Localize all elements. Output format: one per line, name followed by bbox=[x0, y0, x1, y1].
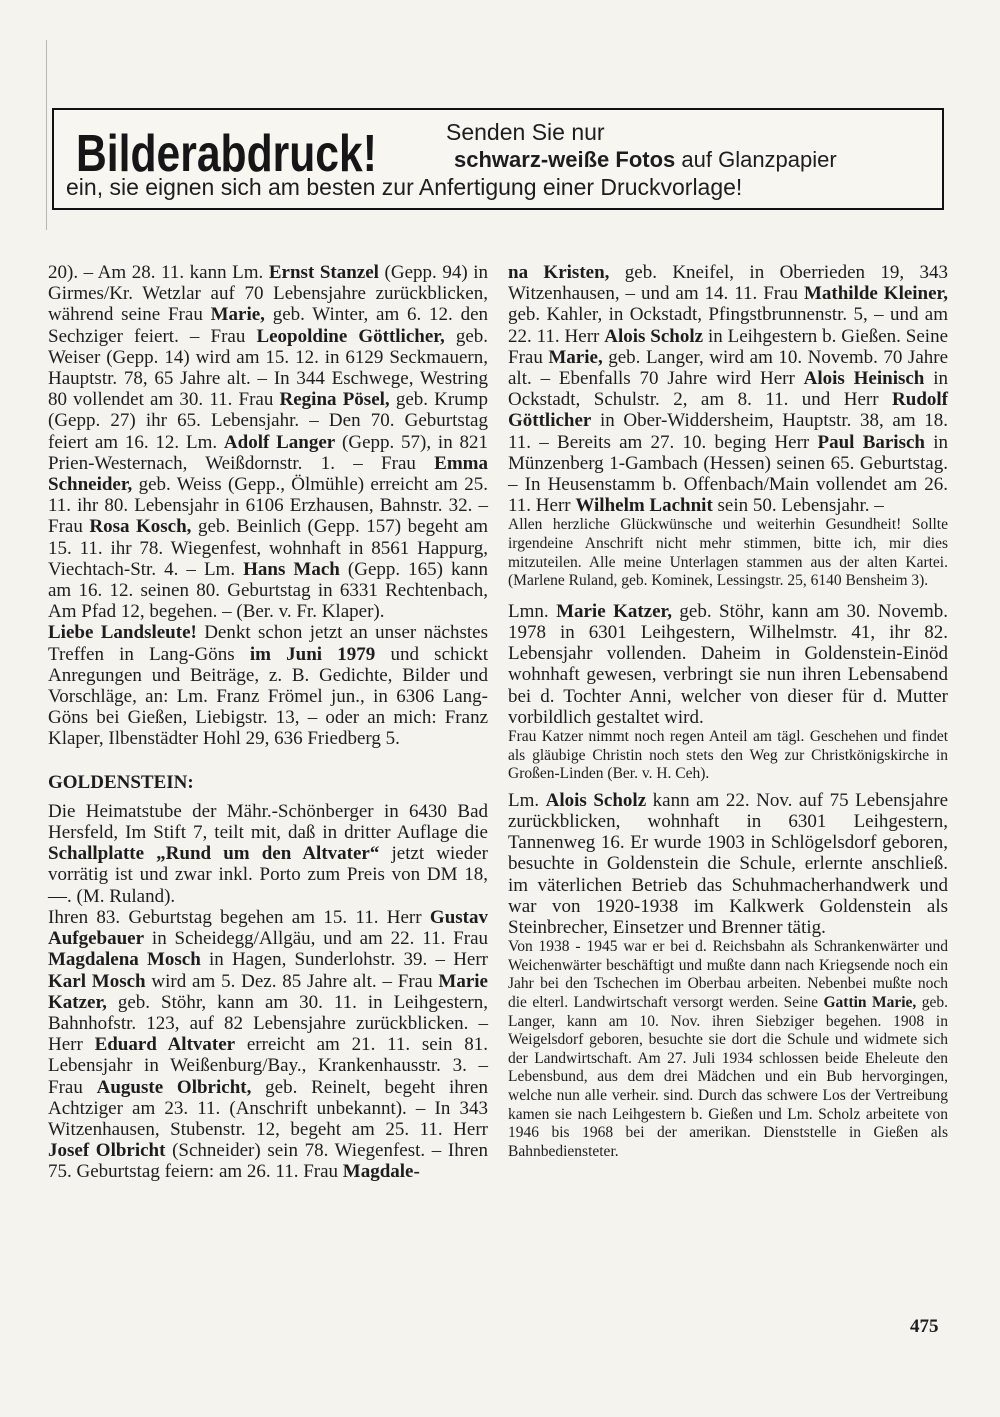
text-run: geb. Winter, am 6. 12. den Sechziger feiert. – Frau bbox=[48, 304, 489, 347]
bold-name: Gattin Marie, bbox=[823, 994, 917, 1012]
left-paragraph-1 bbox=[48, 262, 488, 622]
text-run: Denkt schon jetzt an unser nächstes Treffen in Lang-Göns bbox=[48, 622, 488, 665]
bold-name: Mathilde Kleiner, bbox=[803, 283, 948, 305]
bold-name: Alois Heinisch bbox=[803, 368, 925, 390]
text-run: geb. Krump (Gepp. 27) ihr 65. Lebensjahr. – Den 70. Geburtstag feiert am 16. 12. Lm. bbox=[48, 389, 489, 453]
bold-name: Josef Olbricht bbox=[48, 1140, 166, 1162]
bold-name: Eduard Altvater bbox=[94, 1034, 236, 1056]
text-run: geb. Stöhr, kann am 30. 11. in Leihgestern, Bahnhofstr. 123, auf 82 Lebensjahre zurückblicken. – Herr bbox=[48, 991, 488, 1056]
bold-name: Paul Barisch bbox=[817, 431, 925, 453]
bold-name: Marie Katzer, bbox=[48, 970, 488, 1013]
text-run: geb. Stöhr, kann am 30. Novemb. 1978 in 6301 Leihgestern, Wilhelmstr. 41, ihr 82. Lebensjahr vollenden. Daheim in Goldenstein-Einöd wohnhaft gewesen, verbringt sie nun ihren Lebensabend bei d. Tochter Anni, welcher von dieser für d. Mutter vorbildlich gestaltet wird. bbox=[508, 600, 948, 728]
notice-title: Bilderabdruck! bbox=[76, 125, 377, 183]
right-paragraph-3 bbox=[508, 790, 948, 938]
right-paragraph-2 bbox=[508, 601, 948, 728]
bold-name: Wilhelm Lachnit bbox=[575, 495, 713, 517]
text-run: Von 1938 - 1945 war er bei d. Reichsbahn als Schrankenwärter und Weichenwärter beschäftigt und mußte dann nach Kriegsende noch ein Jahr bei den Tschechen im Oberbau arbeiten. Nebenbei mußte noch die elterl. Landwirtschaft versorgt werden. Seine bbox=[508, 938, 948, 1012]
text-run: Lmn. bbox=[508, 600, 557, 622]
bold-name: Alois Scholz bbox=[604, 325, 704, 347]
text-run: sein 50. Lebensjahr. – bbox=[712, 495, 884, 517]
text-run: geb. Beinlich (Gepp. 157) begeht am 15. 11. ihr 78. Wiegenfest, wohnhaft in 8561 Happurg, Viechtach-Str. 4. – Lm. bbox=[48, 516, 489, 580]
right-paragraph-1-note: Allen herzliche Glückwünsche und weiterhin Gesundheit! Sollte irgendeine Anschrift nicht mehr stimmen, bitte ich, mir dies mitzuteilen. Alle meine Unterlagen stammen aus der alten Kartei. (Marlene Ruland, geb. Kominek, Lessingstr. 25, 6140 Bensheim 3). bbox=[508, 516, 948, 590]
bold-name: Adolf Langer bbox=[223, 431, 336, 453]
bold-name: Marie, bbox=[548, 346, 603, 368]
text-run: Ihren 83. Geburtstag begehen am 15. 11. Herr bbox=[48, 906, 430, 928]
text-run: (Schneider) sein 78. Wiegenfest. – Ihren 75. Geburtstag feiern: am 26. 11. Frau bbox=[48, 1140, 488, 1183]
text-run: Die Heimatstube der Mähr.-Schönberger in 6430 Bad Hersfeld, Im Stift 7, teilt mit, daß in dritter Auflage die bbox=[48, 800, 488, 844]
bold-name: Karl Mosch bbox=[48, 970, 146, 992]
text-run: geb. Langer, wird am 10. Novemb. 70 Jahre alt. – Ebenfalls 70 Jahre wird Herr bbox=[508, 346, 949, 390]
text-run: und schickt Anregungen und Beiträge, z. B. Gedichte, Bilder und Vorschläge, an: Lm. Franz Frömel jun., in 6306 Lang-Göns bei Gießen, Liebigstr. 13, – oder an mich: Franz Klaper, Ilbenstädter Hohl 29, 636 Friedberg 5. bbox=[48, 643, 488, 750]
notice-line-2-bold: schwarz-weiße Fotos bbox=[454, 147, 676, 172]
bold-name: Marie, bbox=[210, 304, 265, 326]
bold-name: Rosa Kosch, bbox=[89, 516, 192, 538]
left-paragraph-2 bbox=[48, 622, 488, 749]
section-heading-goldenstein: GOLDENSTEIN: bbox=[48, 771, 194, 793]
left-column bbox=[48, 262, 488, 1183]
text-run: geb. Weiser (Gepp. 14) wird am 15. 12. in 6129 Seckmauern, Hauptstr. 78, 65 Jahre alt. – In 344 Eschwege, Westring 80 vollendet am 30. 11. Frau bbox=[48, 325, 488, 411]
notice-line-2-rest: auf Glanzpapier bbox=[675, 147, 837, 172]
text-run: erreicht am 21. 11. sein 81. Lebensjahr in Weißenburg/Bay., Krankenhausstr. 3. – Frau bbox=[48, 1034, 489, 1098]
left-paragraph-3 bbox=[48, 801, 488, 907]
text-run: 20). – Am 28. 11. kann Lm. bbox=[48, 262, 269, 283]
right-paragraph-2-note: Frau Katzer nimmt noch regen Anteil am tägl. Geschehen und findet als gläubige Christin noch stets den Weg zur Christkönigskirche in Großen-Linden (Ber. v. H. Ceh). bbox=[508, 728, 948, 783]
text-run: in Hagen, Sunderlohstr. 39. – Herr bbox=[200, 949, 489, 971]
bold-name: Magdalena Mosch bbox=[48, 949, 201, 971]
bold-name: Emma Schneider, bbox=[48, 452, 488, 496]
text-run: wird am 5. Dez. 85 Jahre alt. – Frau bbox=[145, 970, 439, 992]
text-run: (Gepp. 57), in 821 Prien-Westernach, Weißdornstr. 1. – Frau bbox=[48, 431, 488, 474]
text-run: geb. Reinelt, begeht ihren Achtziger am 23. 11. (Anschrift unbekannt). – In 343 Witzenhausen, Stubenstr. 12, begeht am 25. 11. Herr bbox=[48, 1076, 488, 1140]
bold-name: Liebe Landsleute! bbox=[48, 622, 197, 644]
text-run: geb. Kahler, in Ockstadt, Pfingstbrunnenstr. 5, – und am 22. 11. Herr bbox=[508, 304, 948, 347]
bold-name: Auguste Olbricht, bbox=[96, 1076, 252, 1098]
text-run: (Gepp. 94) in Girmes/Kr. Wetzlar auf 70 Lebensjahre zurückblicken, während seine Frau bbox=[48, 262, 488, 326]
text-run: in Ober-Widdersheim, Hauptstr. 38, am 18. 11. – Bereits am 27. 10. beging Herr bbox=[508, 410, 948, 453]
bold-name: Leopoldine Göttlicher, bbox=[256, 325, 445, 347]
notice-line-1: Senden Sie nur bbox=[446, 119, 605, 145]
photo-notice-box bbox=[52, 108, 944, 210]
notice-line-3: ein, sie eignen sich am besten zur Anfertigung einer Druckvorlage! bbox=[66, 174, 743, 200]
text-run: (Gepp. 165) kann am 16. 12. seinen 80. Geburtstag in 6331 Rechtenbach, Am Pfad 12, begehen. – (Ber. v. Fr. Klaper). bbox=[48, 558, 488, 623]
bold-name: na Kristen, bbox=[508, 262, 610, 283]
bold-name: Regina Pösel, bbox=[279, 389, 390, 411]
right-paragraph-3-note bbox=[508, 938, 948, 1161]
text-run: geb. Weiss (Gepp., Ölmühle) erreicht am 25. 11. ihr 80. Lebensjahr in 6106 Erzhausen, Bahnstr. 32. – Frau bbox=[48, 474, 488, 538]
bold-name: Marie Katzer, bbox=[556, 600, 672, 622]
bold-name: Gustav Aufgebauer bbox=[48, 906, 488, 950]
notice-line-2 bbox=[454, 146, 837, 174]
text-run: jetzt wieder vorrätig ist und zwar inkl. Porto zum Preis von DM 18,—. (M. Ruland). bbox=[48, 843, 488, 907]
text-run: Lm. bbox=[508, 789, 546, 811]
bold-name: Rudolf Göttlicher bbox=[508, 389, 948, 432]
bold-name: Ernst Stanzel bbox=[268, 262, 379, 283]
text-run: in Leihgestern b. Gießen. Seine Frau bbox=[508, 325, 949, 368]
text-run: kann am 22. Nov. auf 75 Lebensjahre zurückblicken, wohnhaft in 6301 Leihgestern, Tannenweg 16. Er wurde 1903 in Schlögelsdorf geboren, besuchte in Goldenstein die Schule, erlernte anschließ. im väterlichen Betrieb das Schuhmacherhandwerk und war von 1920-1938 im Kalkwerk Goldenstein als Steinbrecher, Einsetzer und Brenner tätig. bbox=[508, 789, 949, 939]
bold-name: Hans Mach bbox=[243, 558, 340, 580]
bold-name: Magdale- bbox=[342, 1161, 420, 1183]
left-paragraph-4 bbox=[48, 907, 488, 1183]
right-paragraph-1 bbox=[508, 262, 948, 516]
scan-margin-line bbox=[46, 40, 47, 230]
text-run: in Münzenberg 1-Gambach (Hessen) seinen 65. Geburtstag. – In Heusenstamm b. Offenbach/Main vollendet am 26. 11. Herr bbox=[508, 431, 948, 517]
text-run: geb. Langer, kann am 10. Nov. ihren Siebziger begehen. 1908 in Weigelsdorf geboren, besuchte sie dort die Schule und widmete sich der Landwirtschaft. Am 27. Juli 1934 schlossen beide Eheleute den Lebensbund, aus dem drei Mädchen und ein Bub hervorgingen, welche nun alle verheir. sind. Durch das schwere Los der Vertreibung kamen sie nach Leihgestern b. Gießen und Lm. Scholz arbeitete von 1946 bis 1968 bei der amerikan. Dienststelle in Gießen als Bahnbediensteter. bbox=[508, 994, 948, 1160]
text-run: geb. Kneifel, in Oberrieden 19, 343 Witzenhausen, – und am 14. 11. Frau bbox=[508, 262, 949, 305]
bold-name: im Juni 1979 bbox=[249, 643, 376, 665]
right-column bbox=[508, 262, 948, 1161]
text-run: in Scheidegg/Allgäu, und am 22. 11. Frau bbox=[144, 928, 488, 950]
text-run: in Ockstadt, Schulstr. 2, am 8. 11. und Herr bbox=[508, 368, 948, 411]
bold-name: Schallplatte „Rund um den Altvater“ bbox=[48, 843, 380, 865]
page-number: 475 bbox=[910, 1316, 939, 1337]
bold-name: Alois Scholz bbox=[545, 789, 647, 811]
